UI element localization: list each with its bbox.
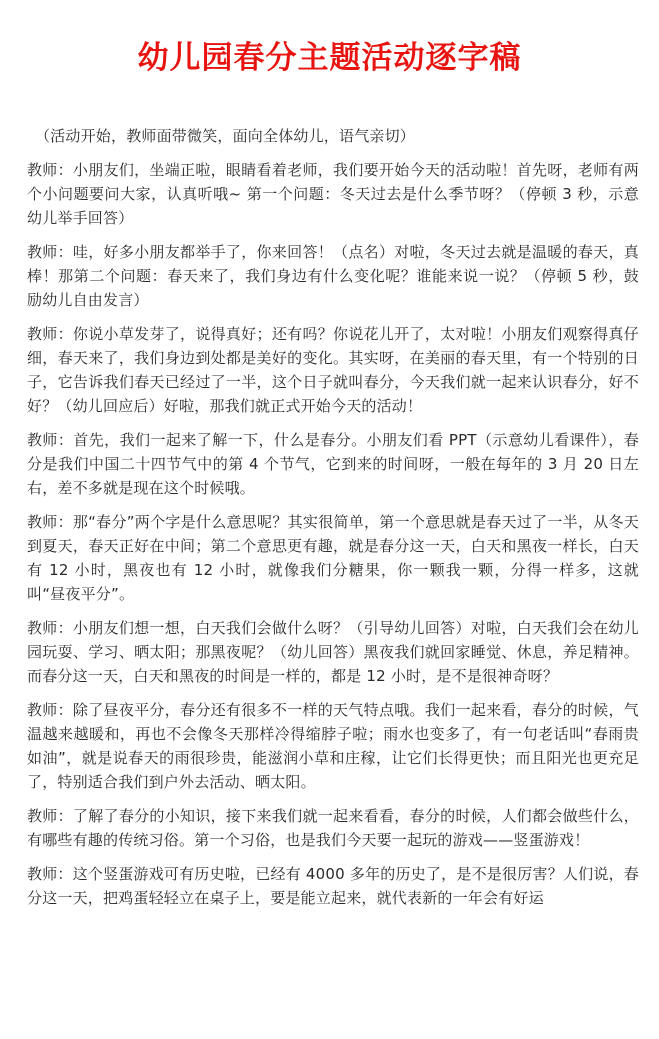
paragraph: 教师：小朋友们想一想，白天我们会做什么呀？（引导幼儿回答）对啦，白天我们会在幼儿园玩耍、学习、晒太阳；那黑夜呢？（幼儿回答）黑夜我们就回家睡觉、休息，养足精神。而春分这一天，白天和黑夜的时间是一样的，都是 12 小时，是不是很神奇呀？ xyxy=(27,619,639,685)
paragraph: 教师：了解了春分的小知识，接下来我们就一起来看看，春分的时候，人们都会做些什么，有哪些有趣的传统习俗。第一个习俗，也是我们今天要一起玩的游戏——竖蛋游戏！ xyxy=(27,807,639,849)
paragraph: 教师：除了昼夜平分，春分还有很多不一样的天气特点哦。我们一起来看，春分的时候，气温越来越暖和，再也不会像冬天那样冷得缩脖子啦；雨水也变多了，有一句老话叫“春雨贵如油”，就是说春天的雨很珍贵，能滋润小草和庄稼，让它们长得更快；而且阳光也更充足了，特别适合我们到户外去活动、晒太阳。 xyxy=(27,701,639,791)
paragraph: 教师：你说小草发芽了，说得真好；还有吗？你说花儿开了，太对啦！小朋友们观察得真仔细，春天来了，我们身边到处都是美好的变化。其实呀，在美丽的春天里，有一个特别的日子，它告诉我们春天已经过了一半，这个日子就叫春分，今天我们就一起来认识春分，好不好？（幼儿回应后）好啦，那我们就正式开始今天的活动！ xyxy=(27,325,639,415)
paragraph: 教师：哇，好多小朋友都举手了，你来回答！（点名）对啦，冬天过去就是温暖的春天，真棒！那第二个问题：春天来了，我们身边有什么变化呢？谁能来说一说？（停顿 5 秒，鼓励幼儿自由发言） xyxy=(27,243,639,309)
document-title: 幼儿园春分主题活动逐字稿 xyxy=(137,40,522,76)
document-body xyxy=(27,124,639,920)
paragraph: 教师：首先，我们一起来了解一下，什么是春分。小朋友们看 PPT（示意幼儿看课件），春分是我们中国二十四节气中的第 4 个节气，它到来的时间呀，一般在每年的 3 月 20 日左右，差不多就是现在这个时候哦。 xyxy=(27,431,639,497)
paragraph: 教师：小朋友们，坐端正啦，眼睛看着老师，我们要开始今天的活动啦！首先呀，老师有两个小问题要问大家，认真听哦~ 第一个问题：冬天过去是什么季节呀？（停顿 3 秒，示意幼儿举手回答） xyxy=(27,161,639,227)
paragraph: 教师：这个竖蛋游戏可有历史啦，已经有 4000 多年的历史了，是不是很厉害？人们说，春分这一天，把鸡蛋轻轻立在桌子上，要是能立起来，就代表新的一年会有好运 xyxy=(27,865,639,907)
stage-direction: （活动开始，教师面带微笑，面向全体幼儿，语气亲切） xyxy=(35,127,416,145)
paragraph: 教师：那“春分”两个字是什么意思呢？其实很简单，第一个意思就是春天过了一半，从冬天到夏天，春天正好在中间；第二个意思更有趣，就是春分这一天，白天和黑夜一样长，白天有 12 小时，黑夜也有 12 小时，就像我们分糖果，你一颗我一颗，分得一样多，这就叫“昼夜平分”。 xyxy=(27,513,639,603)
